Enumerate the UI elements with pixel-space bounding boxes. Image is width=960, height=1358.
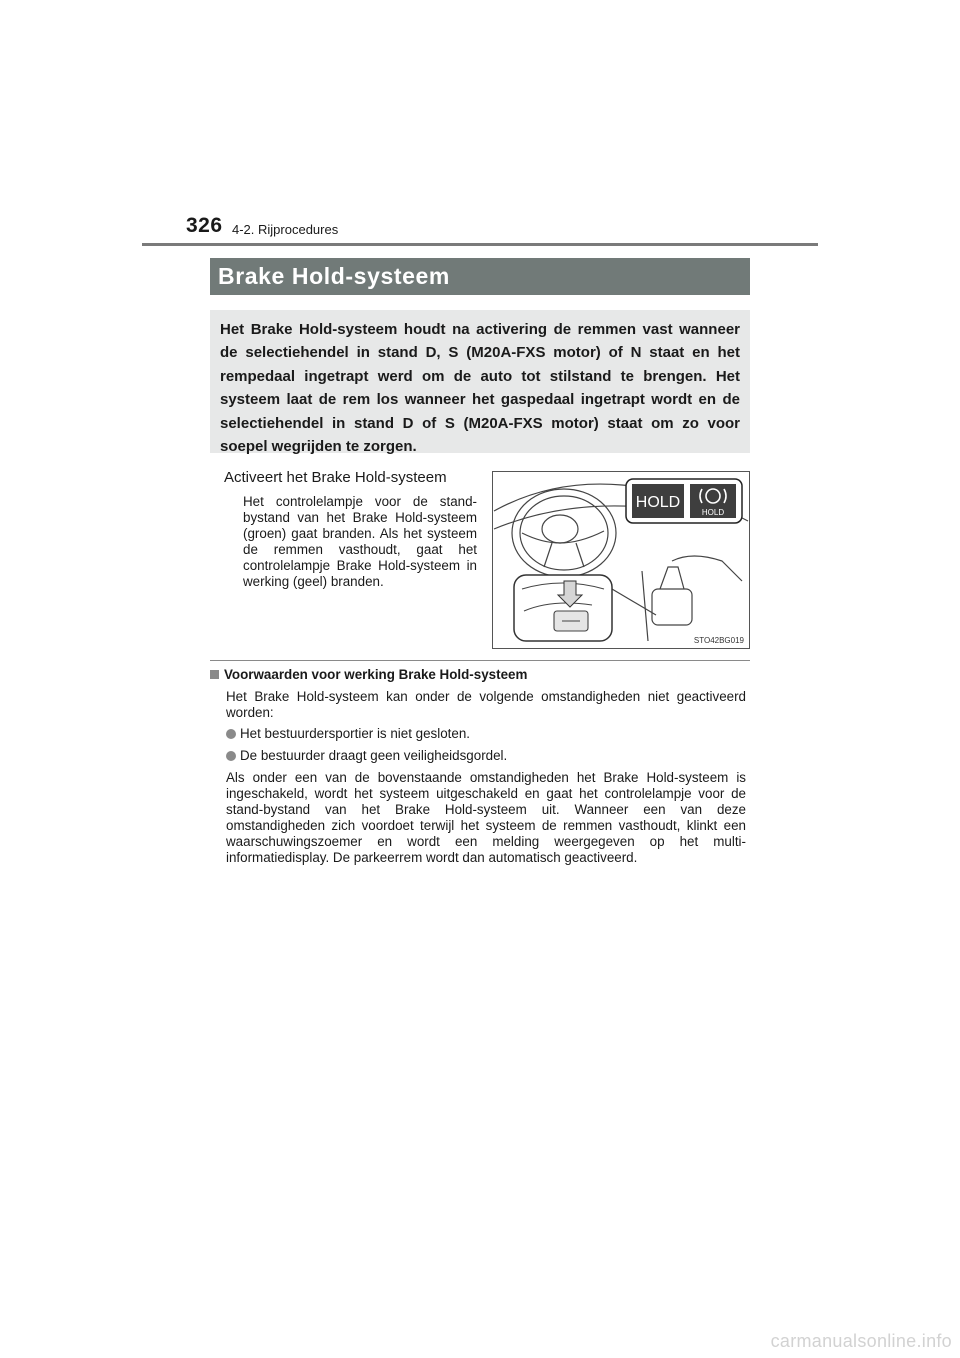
section-label: 4-2. Rijprocedures	[232, 222, 339, 237]
intro-text: Het Brake Hold-systeem houdt na activering de remmen vast wanneer de selectiehendel in stand D, S (M20A-FXS motor) of N staat en het rempedaal ingetrapt werd om de auto tot stilstand te brengen. Het systeem laat de rem los wanneer het gaspedaal ingetrapt wordt en de selectiehendel in stand D of S (M20A-FXS motor) staat om zo voor soepel wegrijden te zorgen.	[220, 321, 740, 456]
intro-box	[210, 310, 750, 456]
conditions-lead: Het Brake Hold-systeem kan onder de volgende omstandigheden niet geactiveerd worden:	[226, 689, 746, 720]
bullet-icon	[226, 729, 236, 739]
watermark: carmanualsonline.info	[770, 1331, 952, 1351]
step-description: Het controlelampje voor de stand-bystand van het Brake Hold-systeem (groen) gaat branden. Als het systeem de remmen vasthoudt, gaat het controlelampje Brake Hold-systeem in werking (geel) branden.	[243, 494, 477, 589]
header-rule	[142, 243, 818, 246]
indicator-label: HOLD	[701, 508, 725, 517]
conditions-note: Als onder een van de bovenstaande omstandigheden het Brake Hold-systeem is ingeschakeld, wordt het systeem uitgeschakeld en gaat het controlelampje voor de stand-bystand van het Brake Hold-systeem uit. Wanneer een van deze omstandigheden zich voordoet terwijl het systeem de remmen vasthoudt, klinkt een waarschuwingszoemer en wordt een melding weergegeven op het multi-informatiedisplay. De parkeerrem wordt dan automatisch geactiveerd.	[226, 770, 746, 865]
illustration-code: STO42BG019	[693, 636, 744, 645]
list-item: Het bestuurdersportier is niet gesloten.	[226, 726, 470, 741]
bullet-icon	[226, 751, 236, 761]
dashboard-illustration	[492, 471, 750, 649]
hold-button-label: HOLD	[635, 494, 681, 511]
section-title: Brake Hold-systeem	[210, 258, 750, 295]
step-title: Activeert het Brake Hold-systeem	[224, 469, 447, 486]
square-bullet-icon	[210, 670, 219, 679]
divider	[210, 660, 750, 661]
page-number: 326	[186, 214, 223, 237]
conditions-heading: Voorwaarden voor werking Brake Hold-systeem	[210, 667, 527, 682]
list-item: De bestuurder draagt geen veiligheidsgordel.	[226, 748, 507, 763]
